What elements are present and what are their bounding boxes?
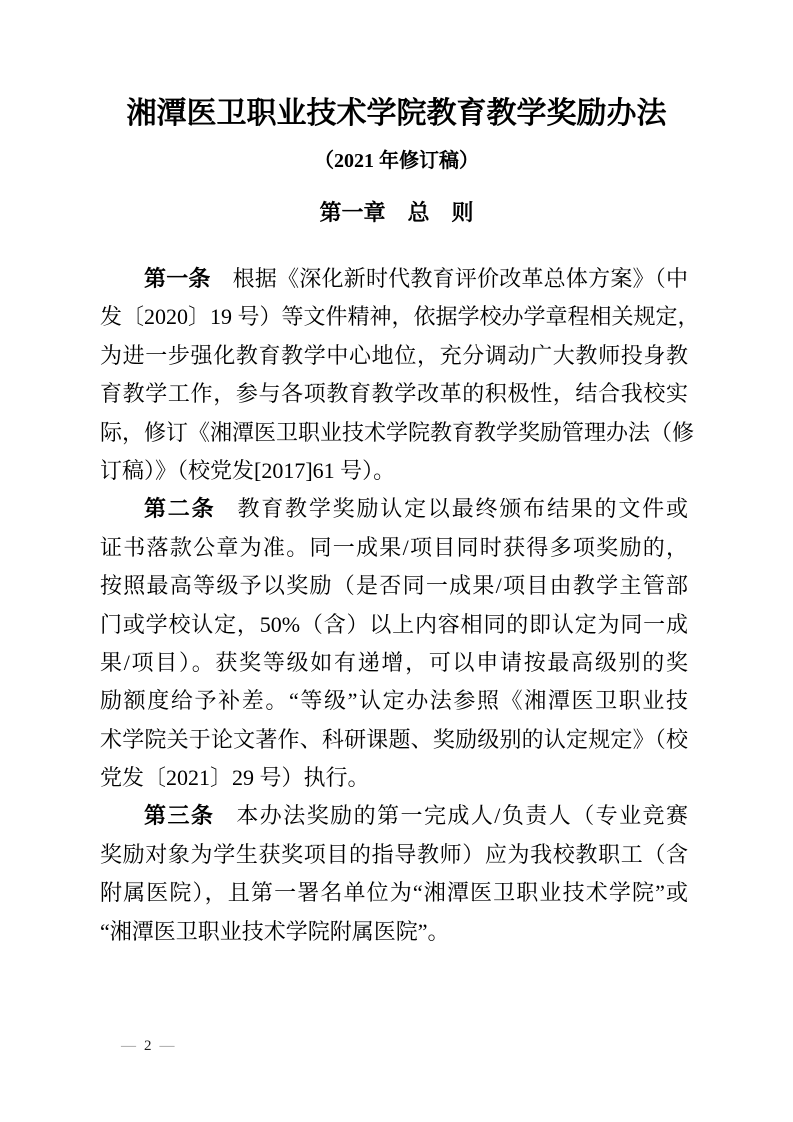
body-line: 证书落款公章为准。同一成果/项目同时获得多项奖励的， — [100, 534, 688, 560]
line-text: 根据《深化新时代教育评价改革总体方案》（中 — [232, 266, 688, 291]
paragraph-article-2 — [100, 490, 688, 797]
body-line: “湘潭医卫职业技术学院附属医院”。 — [100, 918, 450, 944]
body-line: 育教学工作，参与各项教育教学改革的积极性，结合我校实 — [100, 381, 688, 407]
body-line: 奖励对象为学生获奖项目的指导教师）应为我校教职工（含 — [100, 841, 688, 867]
body-line: 订稿）》（校党发[2017]61 号）。 — [100, 457, 396, 483]
article-label: 第二条 — [144, 496, 216, 522]
body-line: 为进一步强化教育教学中心地位，充分调动广大教师投身教 — [100, 342, 688, 368]
body-line — [100, 490, 688, 528]
article-label: 第三条 — [144, 803, 215, 829]
document-body — [100, 260, 700, 951]
line-text: 教育教学奖励认定以最终颁布结果的文件或 — [237, 496, 688, 522]
page-subtitle: （2021 年修订稿） — [314, 150, 479, 172]
page-title: 湘潭医卫职业技术学院教育教学奖励办法 — [126, 97, 667, 130]
page-number: 2 — [144, 1038, 153, 1054]
body-line — [100, 260, 688, 298]
footer-dash-right: — — [159, 1038, 176, 1054]
body-line — [100, 797, 688, 835]
body-line: 门或学校认定，50%（含）以上内容相同的即认定为同一成 — [100, 611, 688, 637]
paragraph-article-3 — [100, 797, 688, 951]
body-line: 附属医院），且第一署名单位为“湘潭医卫职业技术学院”或 — [100, 880, 688, 906]
chapter-heading: 第一章 总 则 — [319, 200, 474, 225]
line-text: 本办法奖励的第一完成人/负责人（专业竞赛 — [236, 803, 688, 829]
body-line: 果/项目）。获奖等级如有递增，可以申请按最高级别的奖 — [100, 649, 688, 675]
page-footer — [121, 1036, 176, 1056]
article-label: 第一条 — [144, 266, 211, 291]
body-line: 励额度给予补差。“等级”认定办法参照《湘潭医卫职业技 — [100, 688, 688, 714]
body-line: 按照最高等级予以奖励（是否同一成果/项目由教学主管部 — [100, 573, 688, 599]
body-line: 术学院关于论文著作、科研课题、奖励级别的认定规定》（校 — [100, 726, 688, 752]
body-line: 党发〔2021〕29 号）执行。 — [100, 765, 370, 791]
body-line: 发〔2020〕19 号）等文件精神，依据学校办学章程相关规定， — [100, 304, 700, 330]
footer-dash-left: — — [121, 1038, 137, 1054]
paragraph-article-1 — [100, 260, 700, 490]
body-line: 际，修订《湘潭医卫职业技术学院教育教学奖励管理办法（修 — [100, 419, 695, 445]
